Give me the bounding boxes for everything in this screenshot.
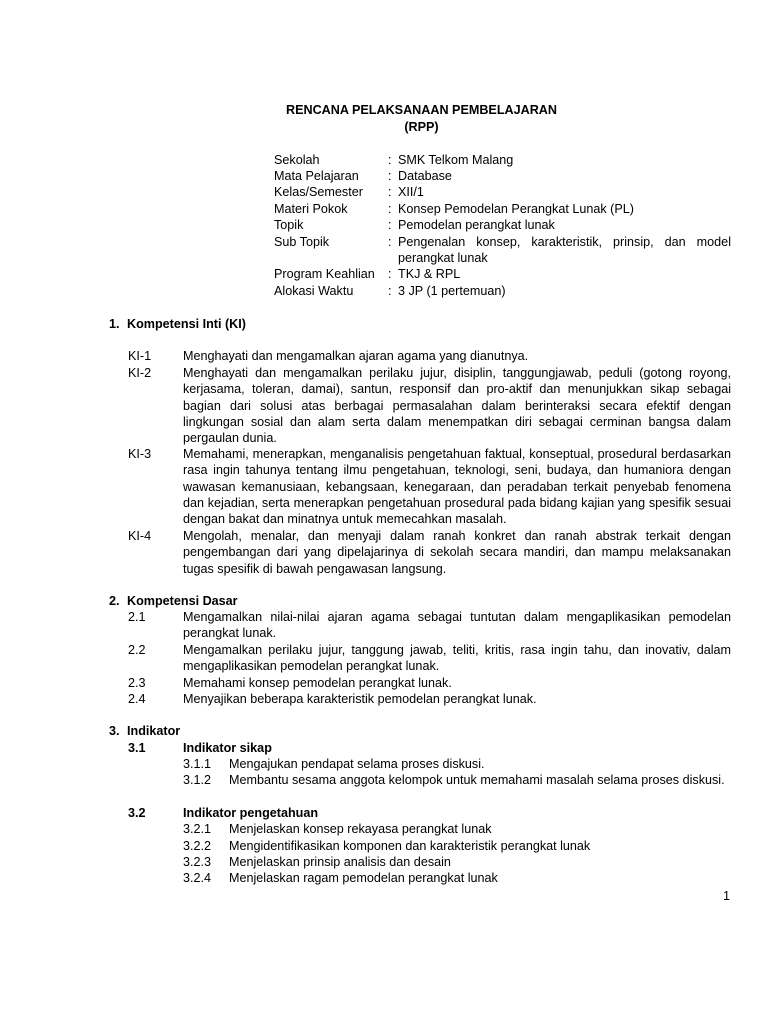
document-subtitle: (RPP) [404,120,439,134]
kd-code: 2.4 [128,692,146,706]
ki-text: Memahami, menerapkan, menganalisis pengetahuan faktual, konseptual, prosedural berdasarkan rasa ingin tahunya tentang ilmu pengetahuan, teknologi, seni, budaya, dan humaniora dengan wawasan kemanusiaan, kebangsaan, kenegaraan, dan peradaban terkait penyebab fenomena dan kejadian, serta menerapkan pengetahuan prosedural pada bidang kajian yang spesifik sesuai dengan bakat dan minatnya untuk memecahkan masalah. [183,447,731,527]
info-colon: : [388,185,392,199]
kd-code: 2.3 [128,676,146,690]
indikator-group-title: Indikator pengetahuan [183,806,319,820]
indikator-text: Menjelaskan prinsip analisis dan desain [229,855,451,869]
info-colon: : [388,169,392,183]
indikator-code: 3.2.4 [183,871,212,885]
indikator-text: Membantu sesama anggota kelompok untuk memahami masalah selama proses diskusi. [229,773,725,787]
indikator-code: 3.2.1 [183,822,212,836]
ki-code: KI-2 [128,366,152,380]
indikator-code: 3.1.2 [183,773,212,787]
indikator-group-code: 3.2 [128,806,146,820]
document-title: RENCANA PELAKSANAAN PEMBELAJARAN [285,103,557,117]
indikator-text: Menjelaskan konsep rekayasa perangkat lunak [229,822,492,836]
info-colon: : [388,153,392,167]
indikator-text: Mengajukan pendapat selama proses diskusi. [229,757,485,771]
info-label: Program Keahlian [274,267,375,281]
section-title: Kompetensi Dasar [127,594,238,608]
info-label: Sub Topik [274,235,330,249]
ki-text: Menghayati dan mengamalkan ajaran agama yang dianutnya. [183,349,529,363]
ki-code: KI-1 [128,349,152,363]
indikator-code: 3.2.3 [183,855,212,869]
kd-text: Mengamalkan nilai-nilai ajaran agama sebagai tuntutan dalam mengaplikasikan pemodelan perangkat lunak. [183,610,731,641]
info-colon: : [388,202,392,216]
indikator-text: Menjelaskan ragam pemodelan perangkat lunak [229,871,498,885]
page-number: 1 [723,889,731,903]
section-title: Indikator [127,724,181,738]
ki-text: Mengolah, menalar, dan menyaji dalam ranah konkret dan ranah abstrak terkait dengan pengembangan dari yang dipelajarinya di sekolah secara mandiri, dan mampu melaksanakan tugas spesifik di bawah pengawasan langsung. [183,529,731,576]
kd-code: 2.2 [128,643,146,657]
section-number: 1. [109,317,120,331]
info-label: Sekolah [274,153,320,167]
info-value: Konsep Pemodelan Perangkat Lunak (PL) [398,202,634,216]
info-colon: : [388,218,392,232]
info-value: Pengenalan konsep, karakteristik, prinsip, dan model perangkat lunak [398,235,731,266]
info-colon: : [388,235,392,249]
info-colon: : [388,284,392,298]
kd-text: Memahami konsep pemodelan perangkat lunak. [183,676,452,690]
ki-code: KI-4 [128,529,152,543]
info-label: Mata Pelajaran [274,169,359,183]
info-colon: : [388,267,392,281]
indikator-code: 3.1.1 [183,757,212,771]
kd-text: Menyajikan beberapa karakteristik pemodelan perangkat lunak. [183,692,537,706]
ki-code: KI-3 [128,447,152,461]
info-label: Alokasi Waktu [274,284,354,298]
indikator-group-title: Indikator sikap [183,741,272,755]
info-value: XII/1 [398,185,424,199]
indikator-group-code: 3.1 [128,741,146,755]
info-label: Kelas/Semester [274,185,363,199]
indikator-text: Mengidentifikasikan komponen dan karakteristik perangkat lunak [229,839,591,853]
info-value: 3 JP (1 pertemuan) [398,284,506,298]
indikator-code: 3.2.2 [183,839,212,853]
kd-text: Mengamalkan perilaku jujur, tanggung jawab, teliti, kritis, rasa ingin tahu, dan inovativ, dalam mengaplikasikan pemodelan perangkat lunak. [183,643,731,674]
info-value: Database [398,169,452,183]
kd-code: 2.1 [128,610,146,624]
section-title: Kompetensi Inti (KI) [127,317,246,331]
ki-text: Menghayati dan mengamalkan perilaku jujur, disiplin, tanggungjawab, peduli (gotong royong, kerjasama, toleran, damai), santun, responsif dan pro-aktif dan menunjukkan sikap sebagai bagian dari solusi atas berbagai permasalahan dalam berinteraksi secara efektif dengan lingkungan sosial dan alam serta dalam menempatkan diri sebagai cerminan bangsa dalam pergaulan dunia. [183,366,731,446]
info-value: Pemodelan perangkat lunak [398,218,555,232]
info-value: SMK Telkom Malang [398,153,514,167]
info-value: TKJ & RPL [398,267,461,281]
section-number: 3. [109,724,120,738]
info-label: Materi Pokok [274,202,348,216]
info-label: Topik [274,218,304,232]
section-number: 2. [109,594,120,608]
